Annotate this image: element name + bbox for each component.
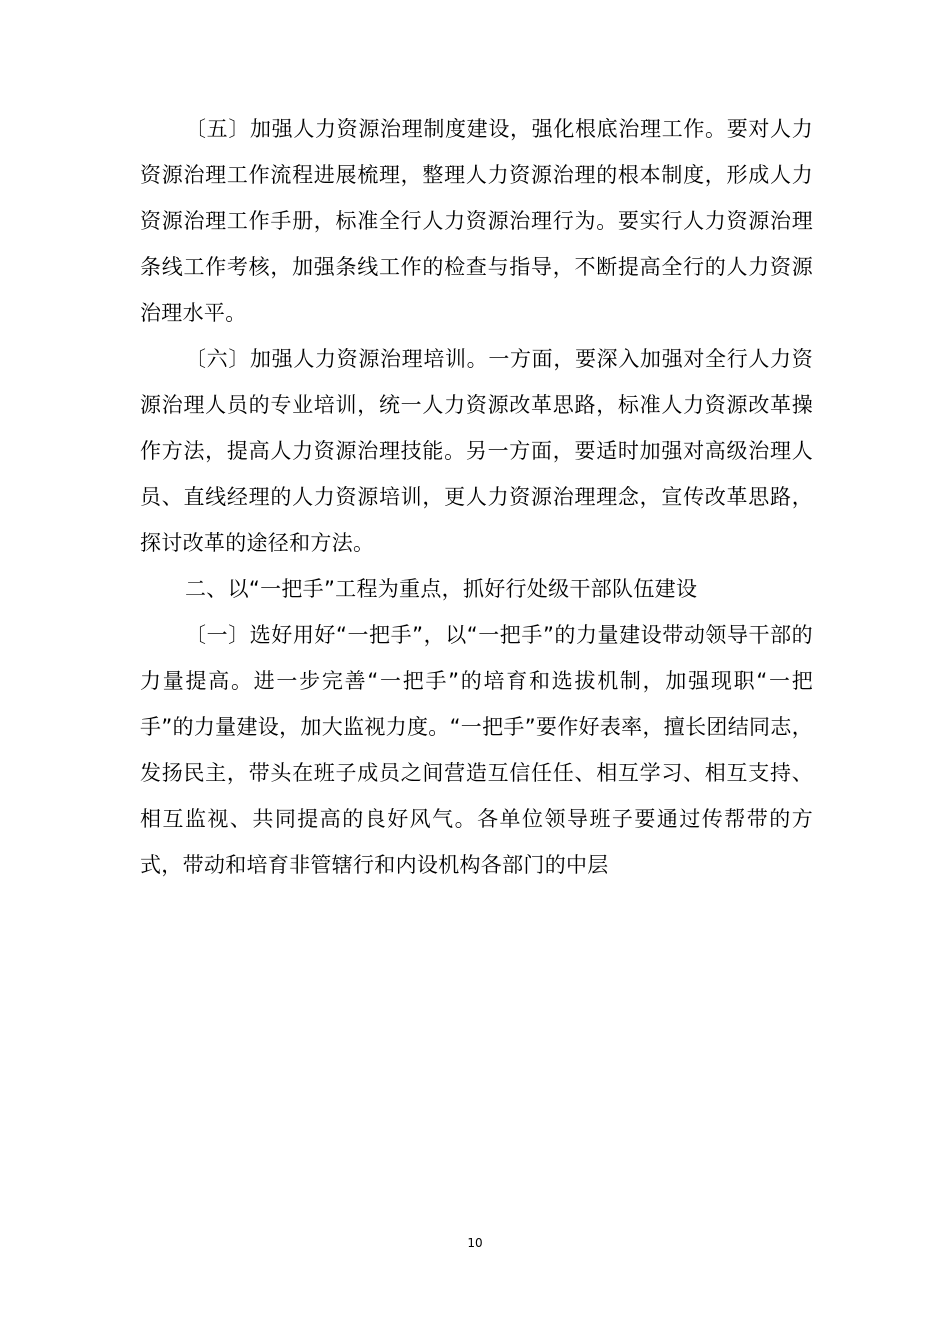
section-heading-two: 二、以“一把手”工程为重点，抓好行处级干部队伍建设 [185,577,698,601]
document-body [140,106,813,888]
paragraph-1-leaders: 〔一〕选好用好“一把手”，以“一把手”的力量建设带动领导干部的力量提高。进一步完善“一把手”的培育和选拔机制，加强现职“一把手”的力量建设，加大监视力度。“一把手”要作好表率，擅长团结同志，发扬民主，带头在班子成员之间营造互信任任、相互学习、相互支持、相互监视、共同提高的良好风气。各单位领导班子要通过传帮带的方式，带动和培育非管辖行和内设机构各部门的中层 [140,623,813,877]
paragraph-5-hr-system: 〔五〕加强人力资源治理制度建设，强化根底治理工作。要对人力资源治理工作流程进展梳理，整理人力资源治理的根本制度，形成人力资源治理工作手册，标准全行人力资源治理行为。要实行人力资源治理条线工作考核，加强条线工作的检查与指导，不断提高全行的人力资源治理水平。 [140,117,813,325]
page-number: 10 [467,1236,483,1250]
paragraph-6-hr-training: 〔六〕加强人力资源治理培训。一方面，要深入加强对全行人力资源治理人员的专业培训，统一人力资源改革思路，标准人力资源改革操作方法，提高人力资源治理技能。另一方面，要适时加强对高级治理人员、直线经理的人力资源培训，更人力资源治理理念，宣传改革思路，探讨改革的途径和方法。 [140,347,813,555]
